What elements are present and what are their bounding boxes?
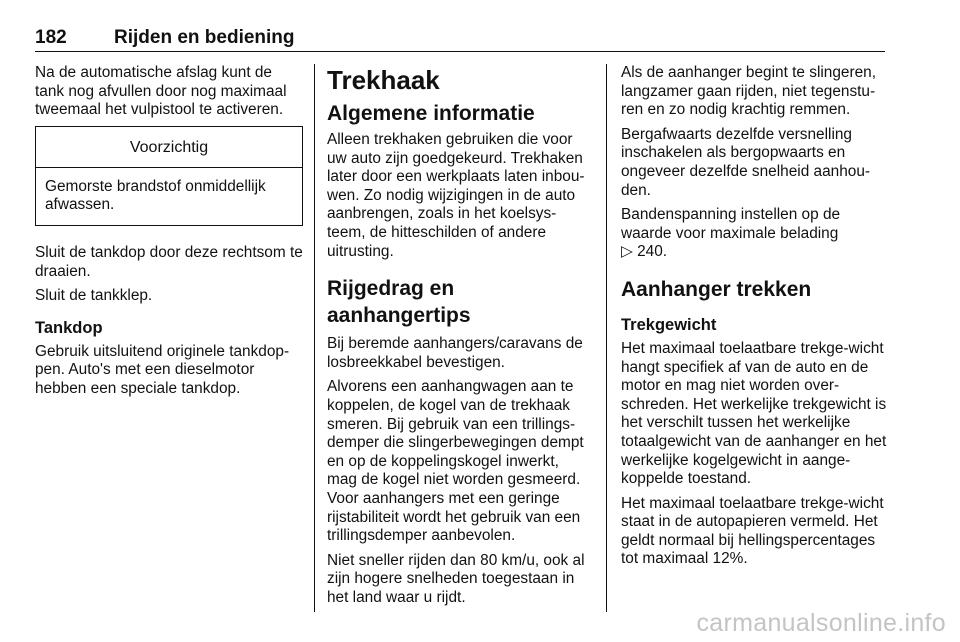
caution-body: Gemorste brandstof onmiddellijk afwassen. xyxy=(45,177,266,214)
heading-aanhanger-trekken: Aanhanger trekken xyxy=(621,277,812,301)
caution-notice xyxy=(35,126,303,226)
paragraph-autoslag: Na de automatische afslag kunt de tank nog afvullen door nog maximaal tweemaal het vulpistool te activeren. xyxy=(35,64,287,119)
paragraph-kogel-smeren: Alvorens een aanhangwagen aan te koppelen, de kogel van de trekhaak smeren. Bij gebruik van een trillings-demper die slingerbewegingen dempt en op de koppelingskogel inwerkt, mag de kogel niet worden gesmeerd. Voor aanhangers met een geringe rijstabiliteit wordt het gebruik van een trillingsdemper aanbevolen. xyxy=(327,378,584,545)
column-divider-1 xyxy=(314,64,315,612)
paragraph-trekhaken: Alleen trekhaken gebruiken die voor uw auto zijn goedgekeurd. Trekhaken later door een werkplaats laten inbou-wen. Zo nodig wijzigingen in de auto aanbrengen, zoals in het koelsys-teem, de hitteschilden of andere uitrusting. xyxy=(327,131,585,260)
page-header xyxy=(35,26,885,52)
paragraph-trekgewicht: Het maximaal toelaatbare trekge-wicht hangt specifiek af van de auto en de motor en mag niet worden over-schreden. Het werkelijke trekgewicht is het verschilt tussen het werkelijke totaalgewicht van de aanhanger en het werkelijke kogelgewicht in aange-koppelde toestand. xyxy=(621,339,887,488)
bandenspanning-text: Bandenspanning instellen op de waarde voor maximale belading xyxy=(621,206,841,242)
paragraph-snelheid: Niet sneller rijden dan 80 km/u, ook al zijn hogere snelheden toegestaan in het land waar u rijdt. xyxy=(327,551,585,606)
heading-algemene-informatie: Algemene informatie xyxy=(327,102,535,125)
heading-trekhaak: Trekhaak xyxy=(327,65,440,95)
paragraph-slingeren: Als de aanhanger begint te slingeren, langzamer gaan rijden, niet tegenstu-ren en zo nodig krachtig remmen. xyxy=(621,64,876,119)
column-divider-2 xyxy=(606,64,607,612)
column-3 xyxy=(621,64,887,575)
page-title: Rijden en bediening xyxy=(114,27,295,48)
heading-rijgedrag: Rijgedrag en aanhangertips xyxy=(327,277,471,328)
heading-tankdop: Tankdop xyxy=(35,318,103,337)
watermark-text: carmanualsonline.info xyxy=(696,609,946,637)
paragraph-tankklep: Sluit de tankklep. xyxy=(35,287,153,305)
paragraph-bandenspanning xyxy=(621,206,887,262)
paragraph-bergafwaarts: Bergafwaarts dezelfde versnelling inschakelen als bergopwaarts en ongeveer dezelfde snelheid aanhou-den. xyxy=(621,125,871,199)
paragraph-tankdop: Gebruik uitsluitend originele tankdop-pen. Auto's met een dieselmotor hebben een speciale tankdop. xyxy=(35,342,290,397)
caution-heading: Voorzichtig xyxy=(36,127,302,168)
page-number: 182 xyxy=(35,27,67,48)
column-1 xyxy=(35,64,303,405)
paragraph-tankdop-sluiten: Sluit de tankdop door deze rechtsom te draaien. xyxy=(35,243,303,280)
heading-trekgewicht: Trekgewicht xyxy=(621,315,717,334)
column-2 xyxy=(327,64,591,613)
paragraph-losbreekkabel: Bij beremde aanhangers/caravans de losbreekkabel bevestigen. xyxy=(327,335,583,371)
paragraph-autopapieren: Het maximaal toelaatbare trekge-wicht staat in de autopapieren vermeld. Het geldt normaal bij hellingspercentages tot maximaal 12%. xyxy=(621,494,884,568)
page-reference-link[interactable]: ▷ 240. xyxy=(621,243,668,261)
